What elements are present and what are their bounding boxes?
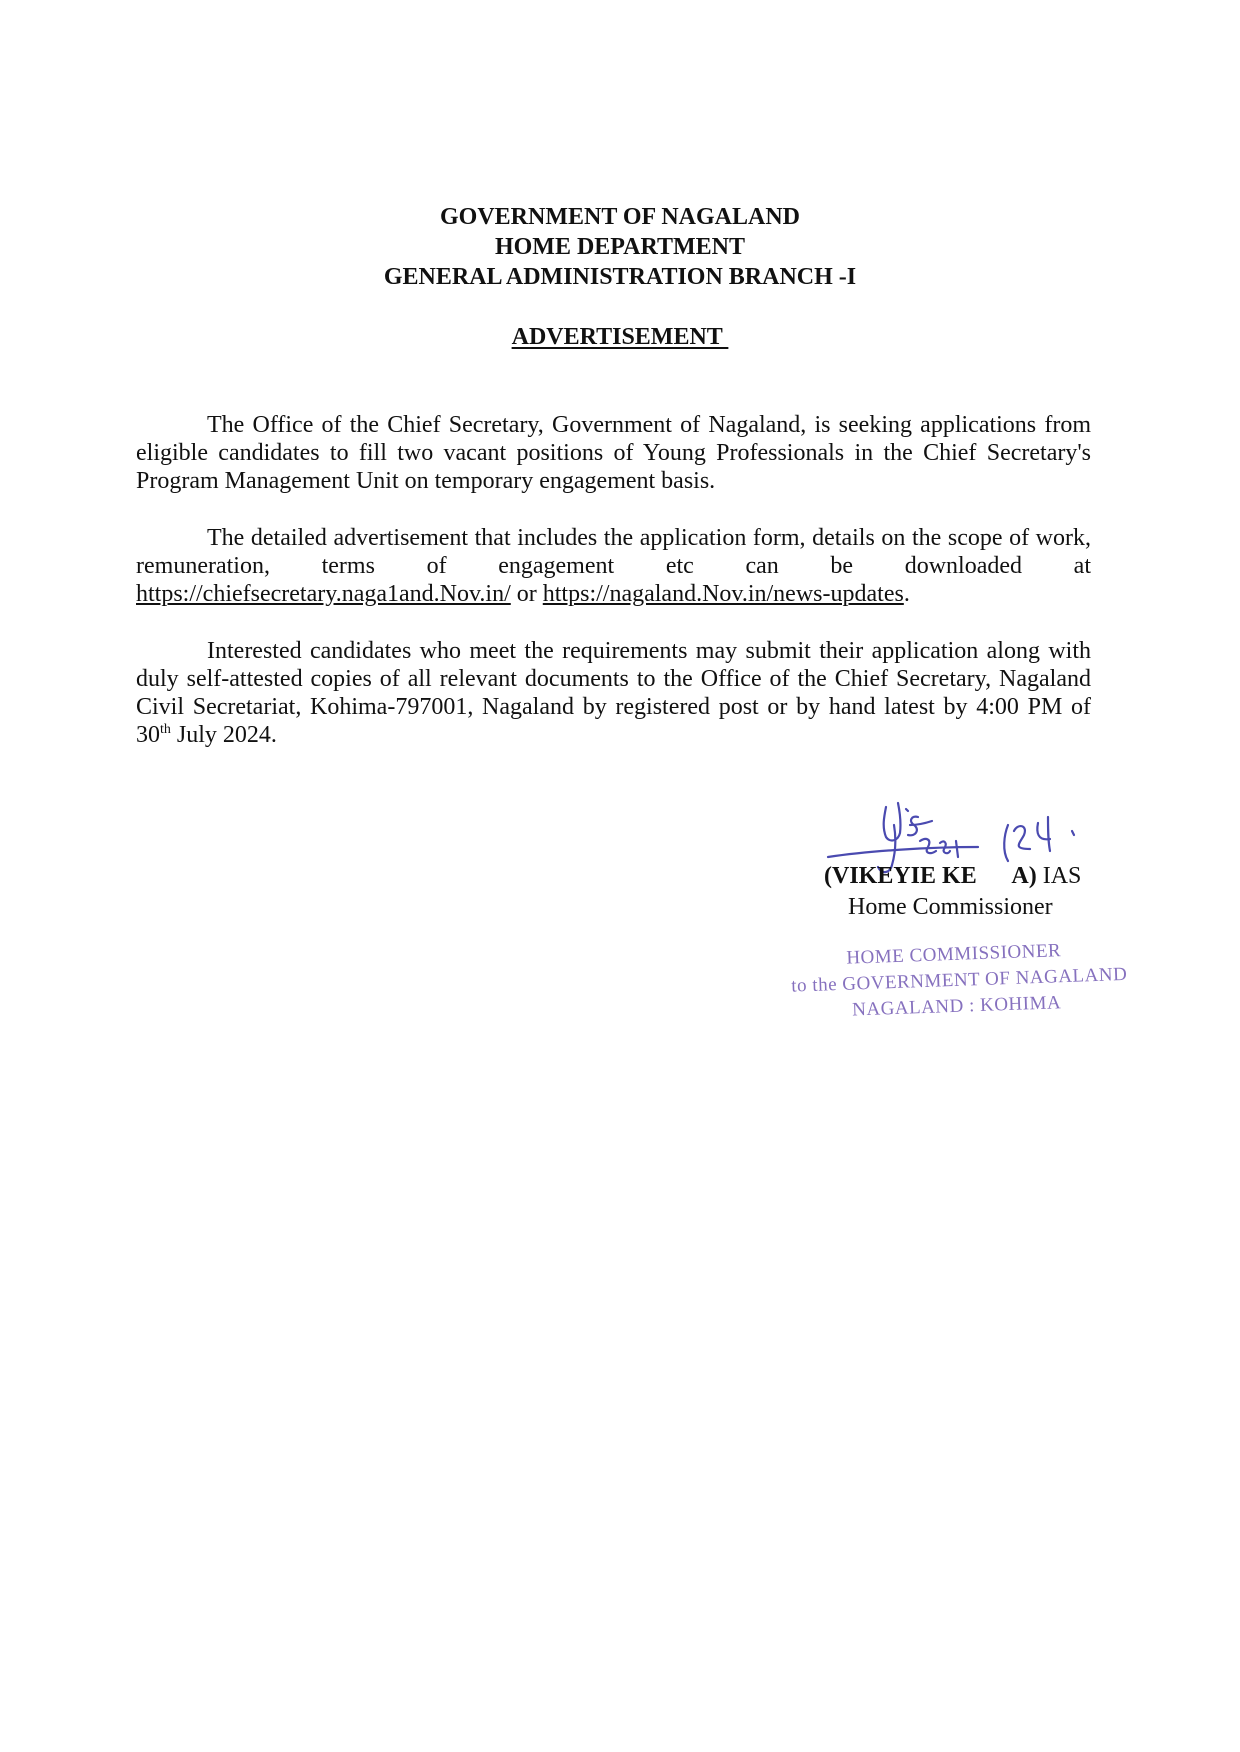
paragraph-download-info [136, 524, 1091, 608]
advertisement-heading: ADVERTISEMENT [511, 324, 729, 350]
download-end: . [903, 581, 910, 607]
stamp-line-location: NAGALAND : KOHIMA [851, 992, 1062, 1021]
document-title [0, 322, 1240, 352]
official-stamp [780, 935, 1143, 1026]
signatory-designation: Home Commissioner [848, 894, 1053, 920]
signatory-name: (VIKEYIE KE A) [824, 863, 1037, 889]
paragraph-submission [136, 637, 1091, 749]
header-government: GOVERNMENT OF NAGALAND [439, 204, 800, 230]
chief-secretary-link[interactable]: https://chiefsecretary.naga1and.Nov.in/ [136, 581, 511, 607]
link-separator: or [516, 581, 537, 607]
signatory-name-line [824, 862, 1081, 890]
signatory-service: IAS [1036, 863, 1082, 889]
submission-date-end: July 2024. [170, 722, 277, 748]
header-department: HOME DEPARTMENT [494, 234, 746, 260]
paragraph-intro: The Office of the Chief Secretary, Government of Nagaland, is seeking applications from eligible candidates to fill two vacant positions of Young Professionals in the Chief Secretary's Program Management Unit on temporary engagement basis. [136, 412, 1091, 494]
download-text: The detailed advertisement that includes the application form, details on the scope of work, remuneration, terms of engagement etc can be downloaded at [136, 525, 1091, 579]
signature-mark: 24 [1020, 845, 1021, 846]
news-updates-link[interactable]: https://nagaland.Nov.in/news-updates [542, 581, 904, 607]
date-ordinal: th [160, 722, 171, 737]
submission-text: Interested candidates who meet the requirements may submit their application along with duly self-attested copies of all relevant documents to the Office of the Chief Secretary, Nagaland Civil Secretariat, Kohima-797001, Nagaland by registered post or by hand latest by 4:00 PM of 30 [136, 638, 1091, 748]
letterhead [0, 202, 1240, 292]
header-branch: GENERAL ADMINISTRATION BRANCH -I [383, 264, 857, 290]
stamp-line-title: HOME COMMISSIONER [846, 940, 1062, 969]
stamp-line-government: to the GOVERNMENT OF NAGALAND [790, 963, 1128, 997]
